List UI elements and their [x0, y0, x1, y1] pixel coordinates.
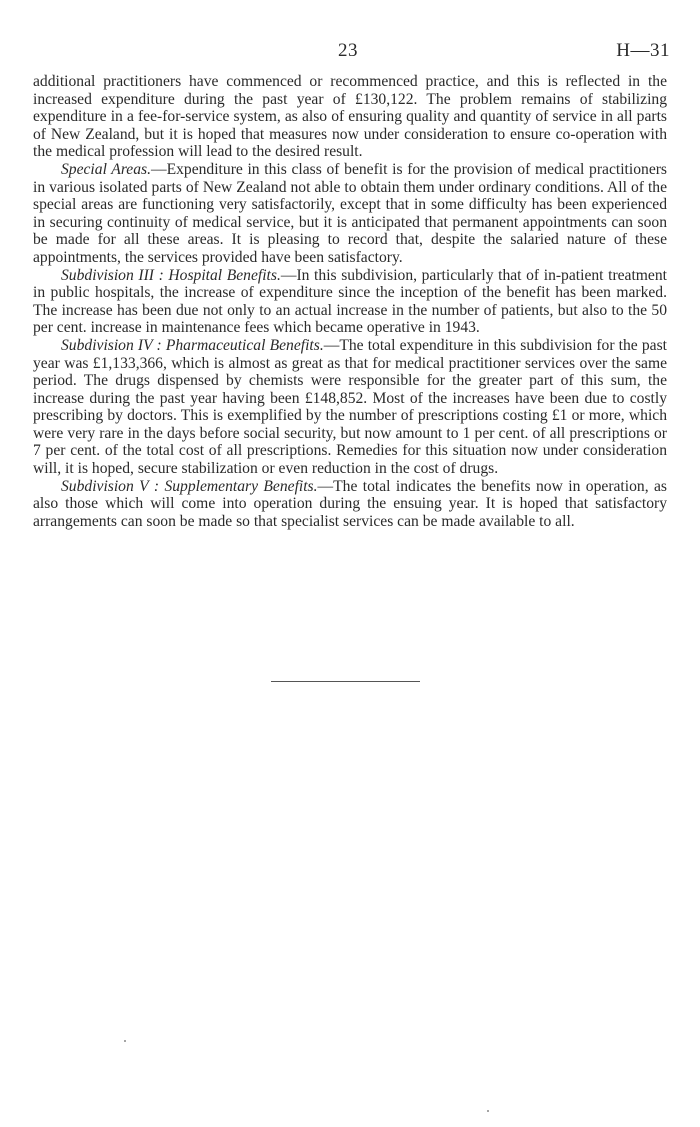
paragraph-text: —The total expenditure in this subdivision for the past year was £1,133,366, which is almost as great as that for medical practitioner services over the same period. The drugs dispensed by chemists were responsible for the greater part of this sum, the increase during the past year having been £148,852. Most of the increases have been due to costly prescribing by doctors. This is exemplified by the number of prescriptions costing £1 or more, which were very rare in the days before social security, but now amount to 1 per cent. of all prescriptions or 7 per cent. of the total cost of all prescriptions. Remedies for this situation now under consideration will, it is hoped, secure stabilization or even reduction in the cost of drugs.	[33, 336, 667, 478]
report-body	[33, 73, 667, 530]
paragraph-continued	[33, 73, 667, 161]
paragraph-text: —Expenditure in this class of benefit is for the provision of medical practitioners in various isolated parts of New Zealand not able to obtain them under ordinary conditions. All of the special areas are functioning very satisfactorily, except that in some difficulty has been experienced in securing continuity of medical service, but it is anticipated that permanent appointments can soon be made for all these areas. It is pleasing to record that, despite the salaried nature of these appointments, the services provided have been satisfactory.	[33, 160, 667, 266]
scan-speck	[487, 1110, 489, 1112]
paragraph-heading: Subdivision III : Hospital Benefits.	[61, 266, 281, 284]
paragraph-text: additional practitioners have commenced or recommenced practice, and this is reflected in the increased expenditure during the past year of £130,122. The problem remains of stabilizing expenditure in a fee-for-service system, as also of ensuring quality and quantity of service in all parts of New Zealand, but it is hoped that measures now under consideration to ensure co-operation with the medical profession will lead to the desired result.	[33, 73, 667, 161]
page-number: 23	[338, 40, 358, 61]
paragraph-special-areas	[33, 161, 667, 267]
page-header	[0, 40, 700, 62]
paragraph-hospital-benefits	[33, 267, 667, 337]
scan-speck	[124, 1040, 126, 1042]
paragraph-pharmaceutical-benefits	[33, 337, 667, 478]
paragraph-text: —The total indicates the benefits now in operation, as also those which will come into operation during the ensuing year. It is hoped that satisfactory arrangements can soon be made so that specialist services can be made available to all.	[33, 477, 667, 530]
paragraph-heading: Subdivision V : Supplementary Benefits.	[61, 477, 318, 495]
document-reference: H—31	[616, 40, 670, 61]
paragraph-supplementary-benefits	[33, 478, 667, 531]
paragraph-text: —In this subdivision, particularly that of in-patient treatment in public hospitals, the increase of expenditure since the inception of the benefit has been marked. The increase has been due not only to an actual increase in the number of patients, but also to the 50 per cent. increase in maintenance fees which became operative in 1943.	[33, 266, 667, 337]
paragraph-heading: Subdivision IV : Pharmaceutical Benefits.	[61, 336, 324, 354]
paragraph-heading: Special Areas.	[61, 160, 151, 178]
closing-rule	[271, 681, 420, 682]
